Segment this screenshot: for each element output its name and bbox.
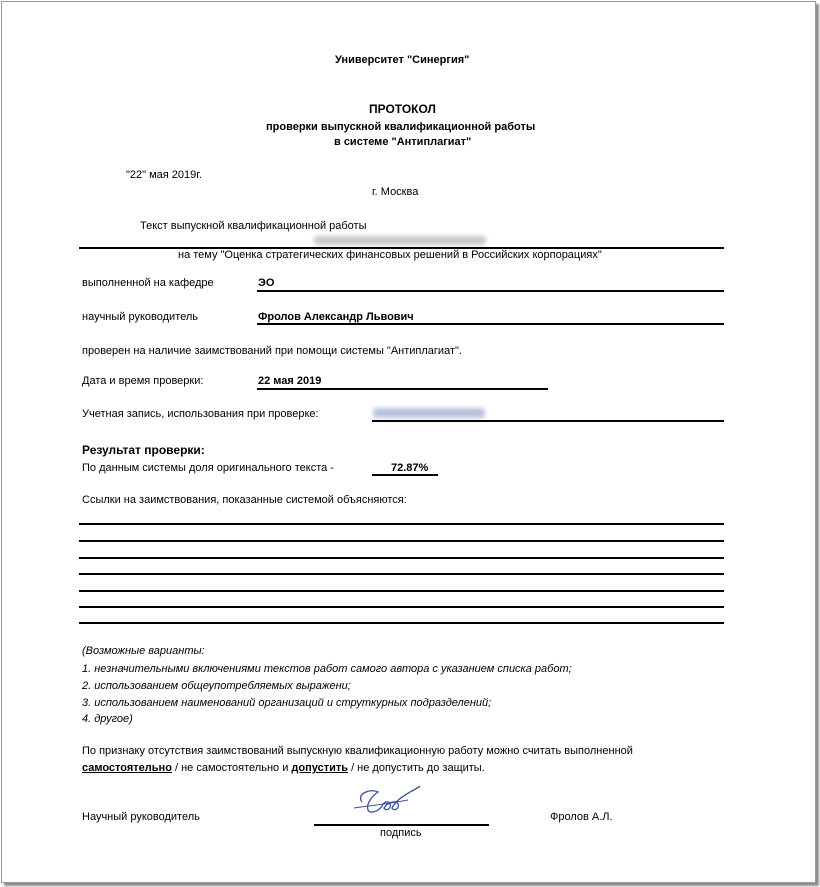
blank-line (79, 557, 724, 559)
blank-line (79, 523, 724, 525)
supervisor-value: Фролов Александр Львович (258, 311, 414, 323)
checked-statement: проверен на наличие заимствований при помощи системы "Антиплагиат". (82, 345, 462, 357)
signature-role-label: Научный руководитель (82, 811, 200, 823)
datetime-underline (257, 388, 548, 390)
option-item: 3. использованием наименований организаций и струткурных подразделений; (82, 697, 492, 709)
account-label: Учетная запись, использования при проверке: (82, 408, 319, 420)
option-item: 4. другое) (82, 713, 133, 725)
blank-line (79, 573, 724, 575)
independent-choice: самостоятельно (82, 762, 172, 774)
blank-line (79, 606, 724, 608)
protocol-date: "22" мая 2019г. (126, 169, 202, 181)
supervisor-label: научный руководитель (82, 311, 199, 323)
document-subtitle-1: проверки выпускной квалификационной работы (266, 121, 536, 133)
work-text-label: Текст выпускной квалификационной работы (140, 220, 367, 232)
document-subtitle-2: в системе "Антиплагиат" (334, 136, 472, 148)
conclusion-separator-2: / не допустить до защиты. (348, 762, 485, 774)
blank-line (79, 622, 724, 624)
signature-underline (314, 824, 489, 826)
university-name: Университет "Синергия" (335, 54, 470, 66)
blank-line (79, 590, 724, 592)
document-title: ПРОТОКОЛ (369, 102, 436, 116)
department-value: ЭО (258, 277, 275, 289)
protocol-page (1, 1, 816, 883)
supervisor-underline (257, 323, 724, 325)
datetime-value: 22 мая 2019 (258, 375, 322, 387)
result-underline (372, 474, 438, 476)
result-heading: Результат проверки: (82, 443, 205, 457)
account-underline (372, 420, 724, 422)
protocol-city: г. Москва (372, 186, 419, 198)
datetime-label: Дата и время проверки: (82, 375, 204, 387)
result-label: По данным системы доля оригинального текста - (82, 462, 334, 474)
admit-choice: допустить (291, 762, 349, 774)
borrowings-label: Ссылки на заимствования, показанные системой объясняются: (82, 494, 407, 506)
topic-line: на тему "Оценка стратегических финансовых решений в Российских корпорациях" (178, 249, 602, 261)
conclusion-separator-1: / не самостоятельно и (171, 762, 292, 774)
options-intro: (Возможные варианты: (82, 645, 205, 657)
signature-caption: подпись (380, 827, 422, 839)
blank-line (79, 540, 724, 542)
option-item: 2. использованием общеупотребляемых выражени; (82, 680, 351, 692)
redacted-account (373, 408, 485, 418)
handwritten-signature (348, 782, 428, 820)
redacted-author (314, 236, 486, 245)
option-item: 1. незначительными включениями текстов работ самого автора с указанием списка работ; (82, 663, 572, 675)
conclusion-line-1: По признаку отсутствия заимствований выпускную квалификационную работу можно считать выполненной (82, 745, 633, 757)
department-underline (257, 290, 724, 292)
supervisor-short-name: Фролов А.Л. (550, 811, 613, 823)
result-value: 72.87% (391, 462, 429, 474)
conclusion-line-2 (82, 762, 485, 774)
department-label: выполненной на кафедре (82, 277, 214, 289)
